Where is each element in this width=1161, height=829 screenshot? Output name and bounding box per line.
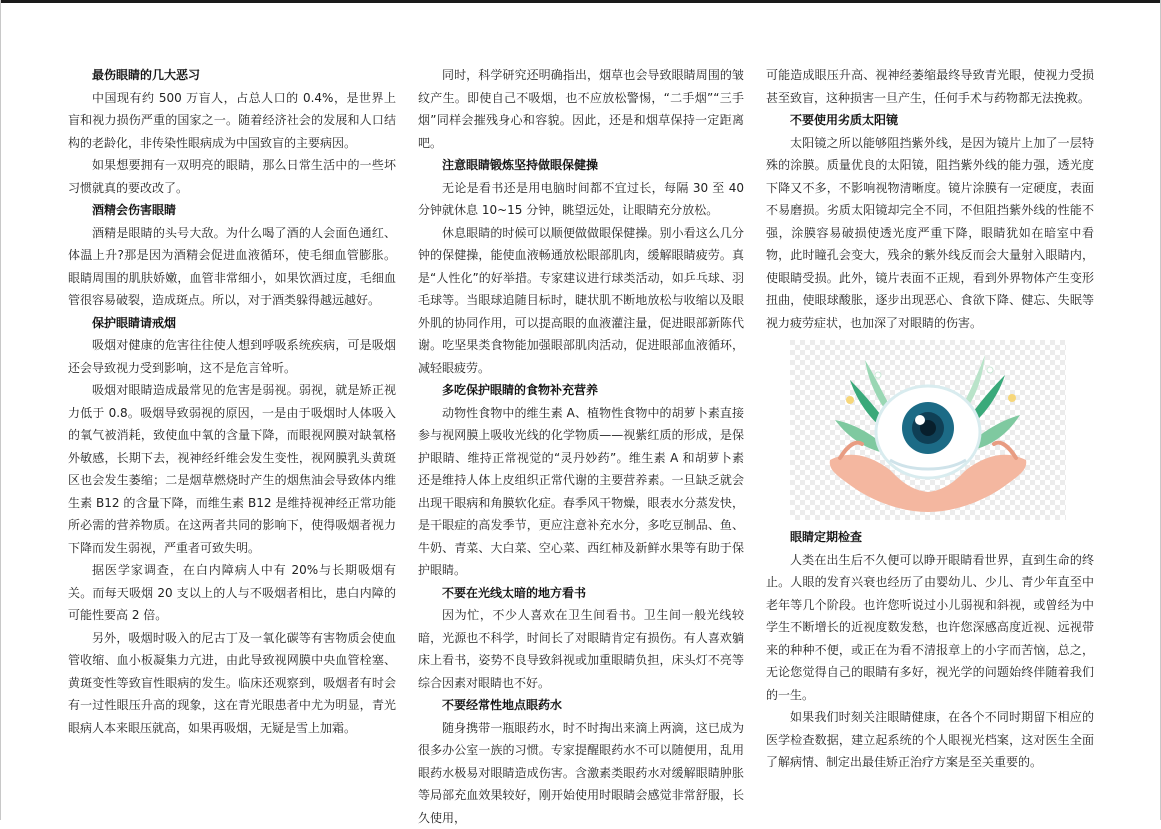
eye-illustration-icon — [790, 340, 1066, 520]
paragraph: 据医学家调查，在白内障病人中有 20%与长期吸烟有关。而每天吸烟 20 支以上的人与不吸烟者相比，患白内障的可能性要高 2 倍。 — [68, 559, 396, 627]
paragraph: 酒精是眼睛的头号大敌。为什么喝了酒的人会面色通红、体温上升?那是因为酒精会促进血液循环，使毛细血管膨胀。眼睛周围的肌肤娇嫩，血管非常细小，如果饮酒过度，毛细血管很容易破裂，造成斑点。所以，对于酒类躲得越远越好。 — [68, 222, 396, 312]
paragraph: 另外，吸烟时吸入的尼古丁及一氧化碳等有害物质会使血管收缩、血小板凝集力亢进，由此导致视网膜中央血管栓塞、黄斑变性等致盲性眼病的发生。临床还观察到，吸烟者有时会有一过性眼压升高的现象，这在青光眼患者中尤为明显，青光眼病人本来眼压就高，如果再吸烟，无疑是雪上加霜。 — [68, 627, 396, 740]
paragraph: 如果想要拥有一双明亮的眼睛，那么日常生活中的一些坏习惯就真的要改改了。 — [68, 154, 396, 199]
paragraph: 休息眼睛的时候可以顺便做做眼保健操。别小看这么几分钟的保健操，能使血液畅通放松眼部肌肉，缓解眼睛疲劳。真是“人性化”的好举措。专家建议进行球类活动，如乒乓球、羽毛球等。当眼球追随目标时，睫状肌不断地放松与收缩以及眼外肌的协同作用，可以提高眼的血液灌注量，促进眼部新陈代谢。吃坚果类食物能加强眼部肌肉活动，促进眼部血液循环，减轻眼疲劳。 — [418, 222, 744, 380]
heading-bad-habits: 最伤眼睛的几大恶习 — [68, 64, 396, 87]
heading-regular-checkup: 眼睛定期检查 — [766, 526, 1094, 549]
paragraph: 可能造成眼压升高、视神经萎缩最终导致青光眼，使视力受损甚至致盲，这种损害一旦产生，任何手术与药物都无法挽救。 — [766, 64, 1094, 109]
paragraph: 同时，科学研究还明确指出，烟草也会导致眼睛周围的皱纹产生。即使自己不吸烟，也不应放松警惕，“二手烟”“三手烟”同样会摧残身心和容貌。因此，还是和烟草保持一定距离吧。 — [418, 64, 744, 154]
paragraph: 人类在出生后不久便可以睁开眼睛看世界，直到生命的终止。人眼的发育兴衰也经历了由婴幼儿、少儿、青少年直至中老年等几个阶段。也许您听说过小儿弱视和斜视，或曾经为中学生不断增长的近视度数发愁，也许您深感高度近视、远视带来的种种不便，或正在为看不清报章上的小字而苦恼，总之，无论您觉得自己的眼睛有多好，视光学的问题始终伴随着我们的一生。 — [766, 549, 1094, 707]
eye-in-hands-illustration — [790, 340, 1066, 520]
paragraph: 动物性食物中的维生素 A、植物性食物中的胡萝卜素直接参与视网膜上吸收光线的化学物质——视紫红质的形成，是保护眼睛、维持正常视觉的“灵丹妙药”。维生素 A 和胡萝卜素还是维持人体上皮组织正常代谢的主要营养素。一旦缺乏就会出现干眼病和角膜软化症。春季风干物燥，眼表水分蒸发快，是干眼症的高发季节，更应注意补充水分，多吃豆制品、鱼、牛奶、青菜、大白菜、空心菜、西红柿及新鲜水果等有助于保护眼睛。 — [418, 402, 744, 582]
paragraph: 吸烟对健康的危害往往使人想到呼吸系统疾病，可是吸烟还会导致视力受到影响，这不是危言耸听。 — [68, 334, 396, 379]
page-top-border — [0, 0, 1161, 3]
paragraph: 吸烟对眼睛造成最常见的危害是弱视。弱视，就是矫正视力低于 0.8。吸烟导致弱视的原因，一是由于吸烟时人体吸入的氧气被消耗，致使血中氧的含量下降，而眼视网膜对缺氧格外敏感，长期下去，视神经纤维会发生变性，视网膜乳头黄斑区也会发生萎缩；二是烟草燃烧时产生的烟焦油会导致体内维生素 B12 的含量下降，而维生素 B12 是维持视神经正常功能所必需的营养物质。在这两者共同的影响下，使得吸烟者视力下降而发生弱视，严重者可致失明。 — [68, 379, 396, 559]
column-3 — [766, 64, 1094, 774]
paragraph: 太阳镜之所以能够阻挡紫外线，是因为镜片上加了一层特殊的涂膜。质量优良的太阳镜，阻挡紫外线的能力强，透光度下降又不多，不影响视物清晰度。镜片涂膜有一定硬度，表面不易磨损。劣质太阳镜却完全不同，不但阻挡紫外线的性能不强，涂膜容易破损使透光度严重下降，眼睛犹如在暗室中看物，此时瞳孔会变大，残余的紫外线反而会大量射入眼睛内，使眼睛受损。此外，镜片表面不正规，看到外界物体产生变形扭曲，使眼球酸胀，逐步出现恶心、食欲下降、健忘、失眠等视力疲劳症状，也加深了对眼睛的伤害。 — [766, 132, 1094, 335]
paragraph: 随身携带一瓶眼药水，时不时掏出来滴上两滴，这已成为很多办公室一族的习惯。专家提醒眼药水不可以随便用，乱用眼药水极易对眼睛造成伤害。含激素类眼药水对缓解眼睛肿胀等局部充血效果较好，刚开始使用时眼睛会感觉非常舒服，长久使用， — [418, 717, 744, 829]
heading-quit-smoking: 保护眼睛请戒烟 — [68, 312, 396, 335]
heading-nutrition: 多吃保护眼睛的食物补充营养 — [418, 379, 744, 402]
heading-alcohol: 酒精会伤害眼睛 — [68, 199, 396, 222]
paragraph: 无论是看书还是用电脑时间都不宜过长，每隔 30 至 40 分钟就休息 10~15 分钟，眺望远处，让眼睛充分放松。 — [418, 177, 744, 222]
paragraph: 因为忙，不少人喜欢在卫生间看书。卫生间一般光线较暗，光源也不科学，时间长了对眼睛肯定有损伤。有人喜欢躺床上看书，姿势不良导致斜视或加重眼睛负担，床头灯不亮等综合因素对眼睛也不好。 — [418, 604, 744, 694]
column-1 — [68, 64, 396, 739]
heading-eye-exercise: 注意眼睛锻炼坚持做眼保健操 — [418, 154, 744, 177]
paragraph: 如果我们时刻关注眼睛健康，在各个不同时期留下相应的医学检查数据，建立起系统的个人眼视光档案，这对医生全面了解病情、制定出最佳矫正治疗方案是至关重要的。 — [766, 706, 1094, 774]
page-left-edge — [0, 0, 1, 820]
heading-dim-light: 不要在光线太暗的地方看书 — [418, 582, 744, 605]
column-2 — [418, 64, 744, 829]
heading-eye-drops: 不要经常性地点眼药水 — [418, 694, 744, 717]
heading-sunglasses: 不要使用劣质太阳镜 — [766, 109, 1094, 132]
paragraph: 中国现有约 500 万盲人，占总人口的 0.4%，是世界上盲和视力损伤严重的国家之一。随着经济社会的发展和人口结构的老龄化，非传染性眼病成为中国致盲的主要病因。 — [68, 87, 396, 155]
